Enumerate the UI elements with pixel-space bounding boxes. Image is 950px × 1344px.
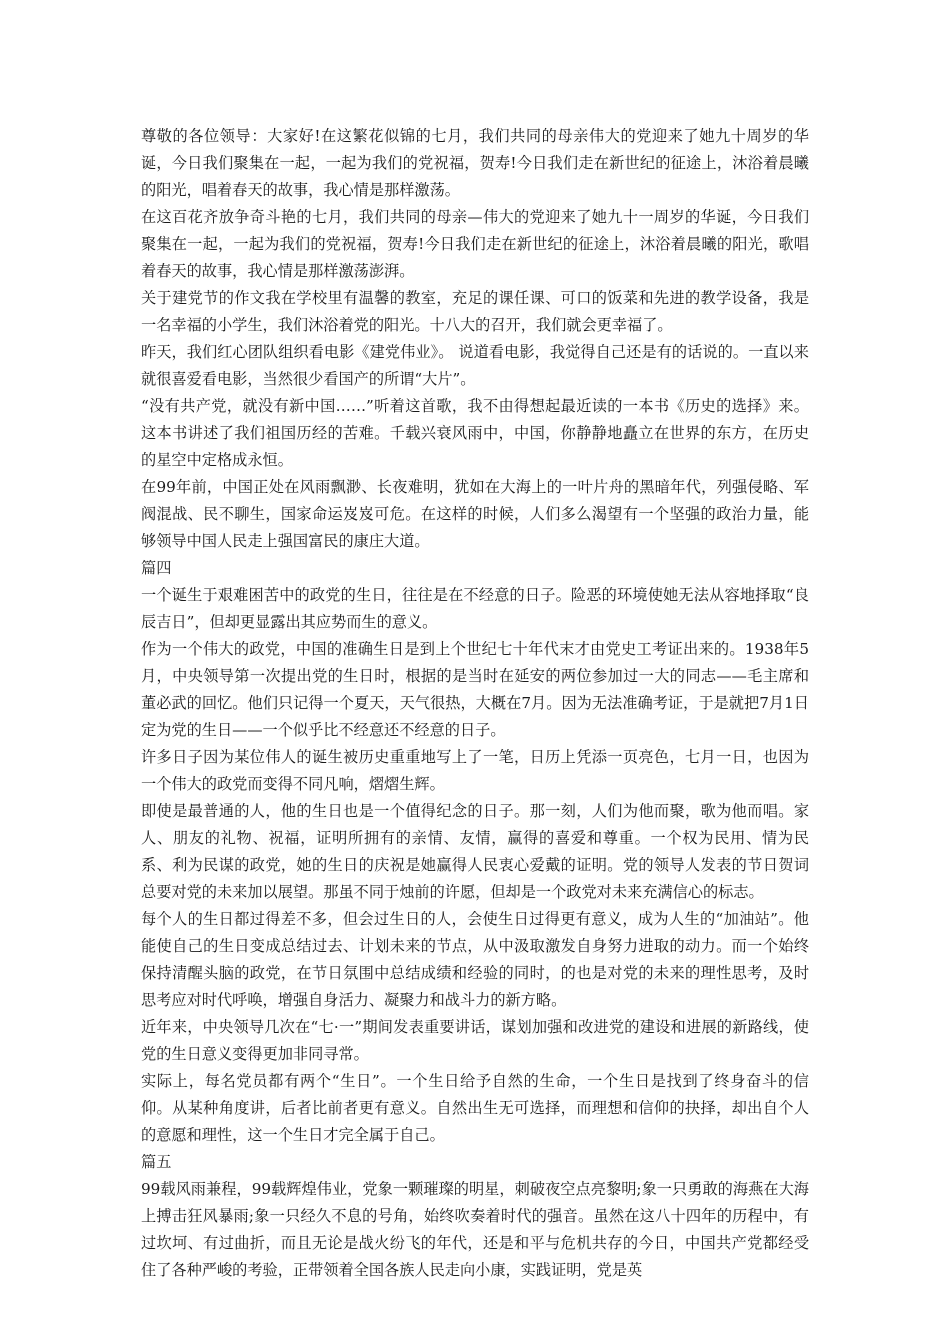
paragraph: 一个诞生于艰难困苦中的政党的生日，往往是在不经意的日子。险恶的环境使她无法从容地择取“良辰吉日”，但却更显露出其应势而生的意义。 bbox=[141, 586, 809, 631]
paragraph: 在这百花齐放争奇斗艳的七月，我们共同的母亲—伟大的党迎来了她九十一周岁的华诞，今日我们聚集在一起，一起为我们的党祝福，贺寿!今日我们走在新世纪的征途上，沐浴着晨曦的阳光，歌唱着春天的故事，我心情是那样激荡澎湃。 bbox=[141, 208, 809, 280]
paragraph: 关于建党节的作文我在学校里有温馨的教室，充足的课任课、可口的饭菜和先进的教学设备，我是一名幸福的小学生，我们沐浴着党的阳光。十八大的召开，我们就会更幸福了。 bbox=[141, 289, 809, 334]
paragraph: “没有共产党，就没有新中国……”听着这首歌，我不由得想起最近读的一本书《历史的选择》来。这本书讲述了我们祖国历经的苦难。千载兴衰风雨中，中国，你静静地矗立在世界的东方，在历史的星空中定格成永恒。 bbox=[141, 397, 809, 469]
paragraph: 昨天，我们红心团队组织看电影《建党伟业》。 说道看电影，我觉得自己还是有的话说的。一直以来就很喜爱看电影，当然很少看国产的所谓“大片”。 bbox=[141, 343, 809, 388]
document-body bbox=[141, 123, 809, 1284]
paragraph: 实际上，每名党员都有两个“生日”。一个生日给予自然的生命，一个生日是找到了终身奋斗的信仰。从某种角度讲，后者比前者更有意义。自然出生无可选择，而理想和信仰的抉择，却出自个人的意愿和理性，这一个生日才完全属于自己。 bbox=[141, 1072, 809, 1144]
paragraph: 许多日子因为某位伟人的诞生被历史重重地写上了一笔，日历上凭添一页亮色，七月一日，也因为一个伟大的政党而变得不同凡响，熠熠生辉。 bbox=[141, 748, 809, 793]
section-heading: 篇四 bbox=[141, 559, 172, 577]
paragraph: 作为一个伟大的政党，中国的准确生日是到上个世纪七十年代末才由党史工考证出来的。1938年5月，中央领导第一次提出党的生日时，根据的是当时在延安的两位参加过一大的同志——毛主席和董必武的回忆。他们只记得一个夏天，天气很热，大概在7月。因为无法准确考证，于是就把7月1日定为党的生日——一个似乎比不经意还不经意的日子。 bbox=[141, 640, 809, 739]
paragraph: 在99年前，中国正处在风雨飘渺、长夜难明，犹如在大海上的一叶片舟的黑暗年代，列强侵略、军阀混战、民不聊生，国家命运岌岌可危。在这样的时候，人们多么渴望有一个坚强的政治力量，能够领导中国人民走上强国富民的康庄大道。 bbox=[141, 478, 809, 550]
section-heading: 篇五 bbox=[141, 1153, 172, 1171]
paragraph: 尊敬的各位领导：大家好!在这繁花似锦的七月，我们共同的母亲伟大的党迎来了她九十周岁的华诞，今日我们聚集在一起，一起为我们的党祝福，贺寿!今日我们走在新世纪的征途上，沐浴着晨曦的阳光，唱着春天的故事，我心情是那样激荡。 bbox=[141, 127, 809, 199]
paragraph: 近年来，中央领导几次在“七·一”期间发表重要讲话，谋划加强和改进党的建设和进展的新路线，使党的生日意义变得更加非同寻常。 bbox=[141, 1018, 809, 1063]
paragraph: 即使是最普通的人，他的生日也是一个值得纪念的日子。那一刻，人们为他而聚，歌为他而唱。家人、朋友的礼物、祝福，证明所拥有的亲情、友情，赢得的喜爱和尊重。一个权为民用、情为民系、利为民谋的政党，她的生日的庆祝是她赢得人民衷心爱戴的证明。党的领导人发表的节日贺词总要对党的未来加以展望。那虽不同于烛前的许愿，但却是一个政党对未来充满信心的标志。 bbox=[141, 802, 809, 901]
paragraph: 每个人的生日都过得差不多，但会过生日的人，会使生日过得更有意义，成为人生的“加油站”。他能使自己的生日变成总结过去、计划未来的节点，从中汲取激发自身努力进取的动力。而一个始终保持清醒头脑的政党，在节日氛围中总结成绩和经验的同时，的也是对党的未来的理性思考，及时思考应对时代呼唤，增强自身活力、凝聚力和战斗力的新方略。 bbox=[141, 910, 809, 1009]
paragraph: 99载风雨兼程，99载辉煌伟业，党象一颗璀璨的明星，刺破夜空点亮黎明;象一只勇敢的海燕在大海上搏击狂风暴雨;象一只经久不息的号角，始终吹奏着时代的强音。虽然在这八十四年的历程中，有过坎坷、有过曲折，而且无论是战火纷飞的年代，还是和平与危机共存的今日，中国共产党都经受住了各种严峻的考验，正带领着全国各族人民走向小康，实践证明，党是英 bbox=[141, 1180, 809, 1279]
